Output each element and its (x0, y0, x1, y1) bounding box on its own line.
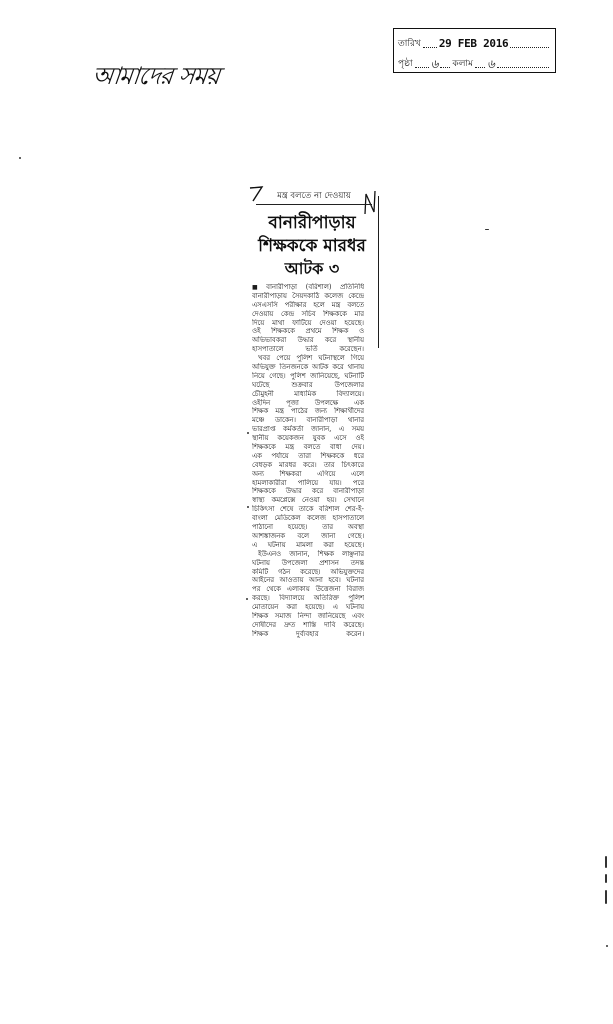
article-kicker: মন্ত্র বলতে না দেওয়ায় (277, 191, 351, 201)
article-line: বাংলা মেডিকেল কলেজ হাসপাতালে (252, 514, 364, 523)
stamp-date-label: তারিখ (398, 39, 421, 49)
article-body (252, 283, 364, 639)
scan-speck (605, 874, 607, 883)
scan-speck (19, 157, 21, 159)
scan-speck (247, 506, 249, 508)
article-line: কমিটি গঠন করেছে। অভিযুক্তদের (252, 567, 364, 576)
stamp-leader (497, 59, 549, 68)
article-paragraph (252, 292, 364, 354)
article-line: ইউএনও জানান, শিক্ষক লাঞ্ছনার (258, 549, 364, 558)
stamp-leader (415, 59, 429, 68)
kicker-rule (256, 204, 372, 205)
stamp-column-label: কলাম (452, 59, 474, 69)
stamp-leader (423, 39, 437, 48)
article-line: শিক্ষককে উদ্ধার করে বানারীপাড়া (252, 487, 364, 496)
article-line: ওই শিক্ষককে প্রথমে শিক্ষক ও (252, 327, 364, 336)
article-line: ঘটেছে শুক্রবার উপজেলার (252, 380, 364, 389)
article-line: এক পর্যায়ে তারা শিক্ষককে ধরে (252, 451, 364, 460)
article-line: শিক্ষককে মন্ত্র বলতে বাধা দেয়। (252, 443, 364, 452)
stamp-leader (475, 59, 485, 68)
scan-speck (605, 890, 607, 904)
stamp-leader (510, 39, 549, 48)
scan-speck (605, 856, 607, 868)
dateline-text: বানারীপাড়া (বরিশাল) প্রতিনিধি (266, 283, 364, 291)
article-line: অভিভাবকরা উদ্ধার করে স্থানীয় (252, 336, 364, 345)
article-line: আশঙ্কাজনক বলে জানা গেছে। (252, 531, 364, 540)
headline-line-2: শিক্ষককে মারধর (258, 236, 366, 256)
newspaper-logo: আমাদের সময় (90, 62, 221, 90)
article-dateline (252, 283, 364, 292)
dateline-bullet: ■ (252, 284, 265, 291)
article-line: এ ঘটনায় মামলা করা হয়েছে। (252, 540, 364, 549)
article-line: বেধড়ক মারধর করে। তার চিৎকারে (252, 460, 364, 469)
article-line: ঘটনায় উপজেলা প্রশাসন তদন্ত (252, 558, 364, 567)
article-line: মোতায়েন করা হয়েছে। এ ঘটনায় (252, 603, 364, 612)
stamp-leader (440, 59, 450, 68)
article-paragraph (252, 550, 364, 639)
article-line: চৌমুহনী মাধ্যমিক বিদ্যালয়ে। (252, 389, 364, 398)
article-line: করছে। বিদ্যালয়ে অতিরিক্ত পুলিশ (252, 594, 364, 603)
article-paragraph (252, 354, 364, 550)
article-line: এসএসসি পরীক্ষার হলে মন্ত্র বলতে (252, 300, 364, 309)
article-line: হাসপাতালে ভর্তি করেছেন। (252, 345, 364, 354)
stamp-date-value: 29 FEB 2016 (438, 37, 509, 50)
article-line: অভিযুক্ত তিনজনকে আটক করে থানায় (252, 363, 364, 372)
stamp-date-row (398, 31, 551, 50)
article-line: ওইদিন পূজা উপলক্ষে এক (252, 398, 364, 407)
article-line: দোষীদের দ্রুত শাস্তি দাবি করেছে। (252, 620, 364, 629)
scan-speck (246, 598, 248, 600)
article-line: পাঠানো হয়েছে। তার অবস্থা (252, 523, 364, 532)
article-line: দিয়ে মাথা ফাটিয়ে দেওয়া হয়েছে। (252, 318, 364, 327)
article-line: শিক্ষক দুর্ব্যবহার করেন। (252, 629, 364, 638)
article-line: দেওয়ায় কেন্দ্র সচিব শিক্ষককে মার (252, 309, 364, 318)
article-line: বানারীপাড়ায় সৈয়দকাঠি কলেজ কেন্দ্রে (252, 291, 364, 300)
stamp-page-value: ৬ (430, 57, 439, 71)
scan-speck (247, 432, 249, 434)
archive-stamp (393, 28, 556, 73)
stamp-column-value: ৬ (487, 57, 495, 71)
scan-speck (606, 945, 608, 947)
headline-line-1: বানারীপাড়ায় (268, 213, 356, 233)
article-line: স্থানীয় কয়েকজন যুবক এসে ওই (252, 434, 364, 443)
stamp-page-label: পৃষ্ঠা (398, 59, 413, 69)
article-line: মঞ্চে ডাকেন। বানারীপাড়া থানার (252, 416, 364, 425)
article-line: খবর পেয়ে পুলিশ ঘটনাস্থলে গিয়ে (258, 354, 364, 363)
headline-subhead: আটক ৩ (284, 259, 340, 278)
article-line: স্বাস্থ্য কমপ্লেক্সে নেওয়া হয়। সেখানে (252, 496, 364, 505)
article-line: ভারপ্রাপ্ত কর্মকর্তা জানান, এ সময় (252, 425, 364, 434)
article-line: হামলাকারীরা পালিয়ে যায়। পরে (252, 478, 364, 487)
article-line: আইনের আওতায় আনা হবে। ঘটনার (252, 576, 364, 585)
article-line: চিকিৎসা শেষে তাকে বরিশাল শের-ই- (252, 505, 364, 514)
article-line: পর থেকে এলাকায় উত্তেজনা বিরাজ (252, 585, 364, 594)
scan-speck (485, 229, 489, 230)
article-line: নিয়ে গেছে। পুলিশ জানিয়েছে, ঘটনাটি (252, 371, 364, 380)
article-line: শিক্ষক মন্ত্র পাঠের জন্য শিক্ষার্থীদের (252, 407, 364, 416)
article-line: শিক্ষক সমাজ নিন্দা জানিয়েছে এবং (252, 611, 364, 620)
stamp-page-row (398, 51, 551, 70)
article-line: অন্য শিক্ষকরা এগিয়ে এলে (252, 469, 364, 478)
